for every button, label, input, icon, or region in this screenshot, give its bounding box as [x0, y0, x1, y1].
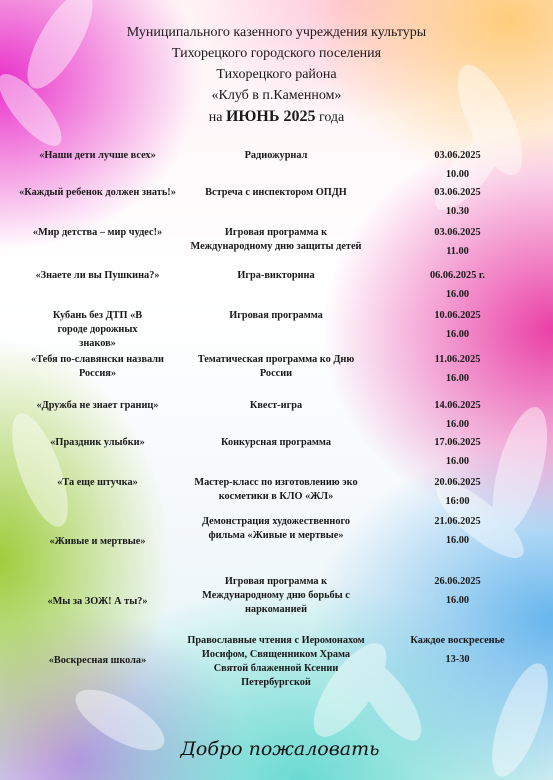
event-title: «Дружба не знает границ»: [36, 400, 159, 411]
event-title: «Тебя по-славянски назвали Россия»: [31, 354, 164, 379]
event-date: 14.06.2025: [434, 400, 481, 411]
event-time: 13-30: [445, 654, 470, 665]
event-title: «Праздник улыбки»: [50, 437, 145, 448]
event-title: «Наши дети лучше всех»: [39, 150, 156, 161]
event-date: 06.06.2025 г.: [430, 270, 485, 281]
event-type: Тематическая программа ко Дню России: [197, 354, 355, 379]
event-time: 16.00: [445, 535, 470, 546]
event-type: Игра-викторина: [237, 270, 315, 281]
event-date: 20.06.2025: [434, 477, 481, 488]
event-type: Конкурсная программа: [221, 437, 331, 448]
event-datetime: [390, 476, 525, 509]
period-month: ИЮНЬ 2025: [225, 108, 316, 125]
event-datetime: [390, 269, 525, 302]
event-type: Игровая программа к Международному дню борьбы с наркоманией: [202, 576, 350, 615]
event-title: «Живые и мертвые»: [49, 536, 146, 547]
event-type: Мастер-класс по изготовлению эко косметики в КЛО «ЖЛ»: [194, 477, 358, 502]
event-type: Квест-игра: [249, 400, 303, 411]
event-type: Игровая программа: [229, 310, 323, 321]
event-date: 03.06.2025: [434, 227, 481, 238]
event-time: 10.00: [445, 169, 470, 180]
header: [0, 22, 553, 128]
event-datetime: [390, 399, 525, 432]
event-datetime: [390, 309, 525, 342]
event-datetime: [390, 226, 525, 259]
event-date: Каждое воскресенье: [410, 635, 505, 646]
event-datetime: [390, 575, 525, 608]
event-type: Демонстрация художественного фильма «Живые и мертвые»: [201, 516, 351, 541]
event-time: 16.00: [445, 419, 470, 430]
event-time: 16:00: [445, 496, 470, 507]
event-date: 10.06.2025: [434, 310, 481, 321]
organization-line-1: Муниципального казенного учреждения культуры: [126, 25, 427, 40]
event-type: Радиожурнал: [244, 150, 308, 161]
event-datetime: [390, 149, 525, 182]
event-date: 03.06.2025: [434, 150, 481, 161]
organization-line-3: Тихорецкого района: [216, 67, 337, 82]
event-time: 16.00: [445, 289, 470, 300]
event-title: «Мир детства – мир чудес!»: [32, 227, 163, 238]
event-type: Православные чтения с Иеромонахом Иосифом, Священником Храма Святой блаженной Ксении Петербургской: [187, 635, 365, 688]
period-suffix: года: [318, 110, 345, 125]
event-time: 16.00: [445, 595, 470, 606]
event-time: 16.00: [445, 373, 470, 384]
event-datetime: [390, 436, 525, 469]
event-type: Встреча с инспектором ОПДН: [205, 187, 347, 198]
event-datetime: [390, 634, 525, 667]
club-name: «Клуб в п.Каменном»: [211, 88, 342, 103]
event-title: «Та еще штучка»: [57, 477, 138, 488]
welcome-footer: Добро пожаловать: [180, 738, 380, 760]
event-date: 21.06.2025: [434, 516, 481, 527]
event-title: «Знаете ли вы Пушкина?»: [35, 270, 160, 281]
event-datetime: [390, 515, 525, 548]
event-title: «Мы за ЗОЖ! А ты?»: [47, 596, 148, 607]
event-time: 16.00: [445, 456, 470, 467]
event-date: 17.06.2025: [434, 437, 481, 448]
event-time: 10.30: [445, 206, 470, 217]
event-date: 26.06.2025: [434, 576, 481, 587]
event-datetime: [390, 186, 525, 219]
event-date: 03.06.2025: [434, 187, 481, 198]
event-time: 11.00: [446, 246, 469, 257]
period-prefix: на: [208, 110, 223, 125]
event-datetime: [390, 353, 525, 386]
event-title: «Воскресная школа»: [48, 655, 147, 666]
event-title: «Каждый ребенок должен знать!»: [19, 187, 176, 198]
event-date: 11.06.2025: [434, 354, 481, 365]
period-line: [0, 106, 553, 128]
organization-line-2: Тихорецкого городского поселения: [171, 46, 382, 61]
event-title: Кубань без ДТП «В городе дорожных знаков»: [52, 310, 143, 349]
event-time: 16.00: [445, 329, 470, 340]
event-type: Игровая программа к Международному дню защиты детей: [190, 227, 362, 252]
